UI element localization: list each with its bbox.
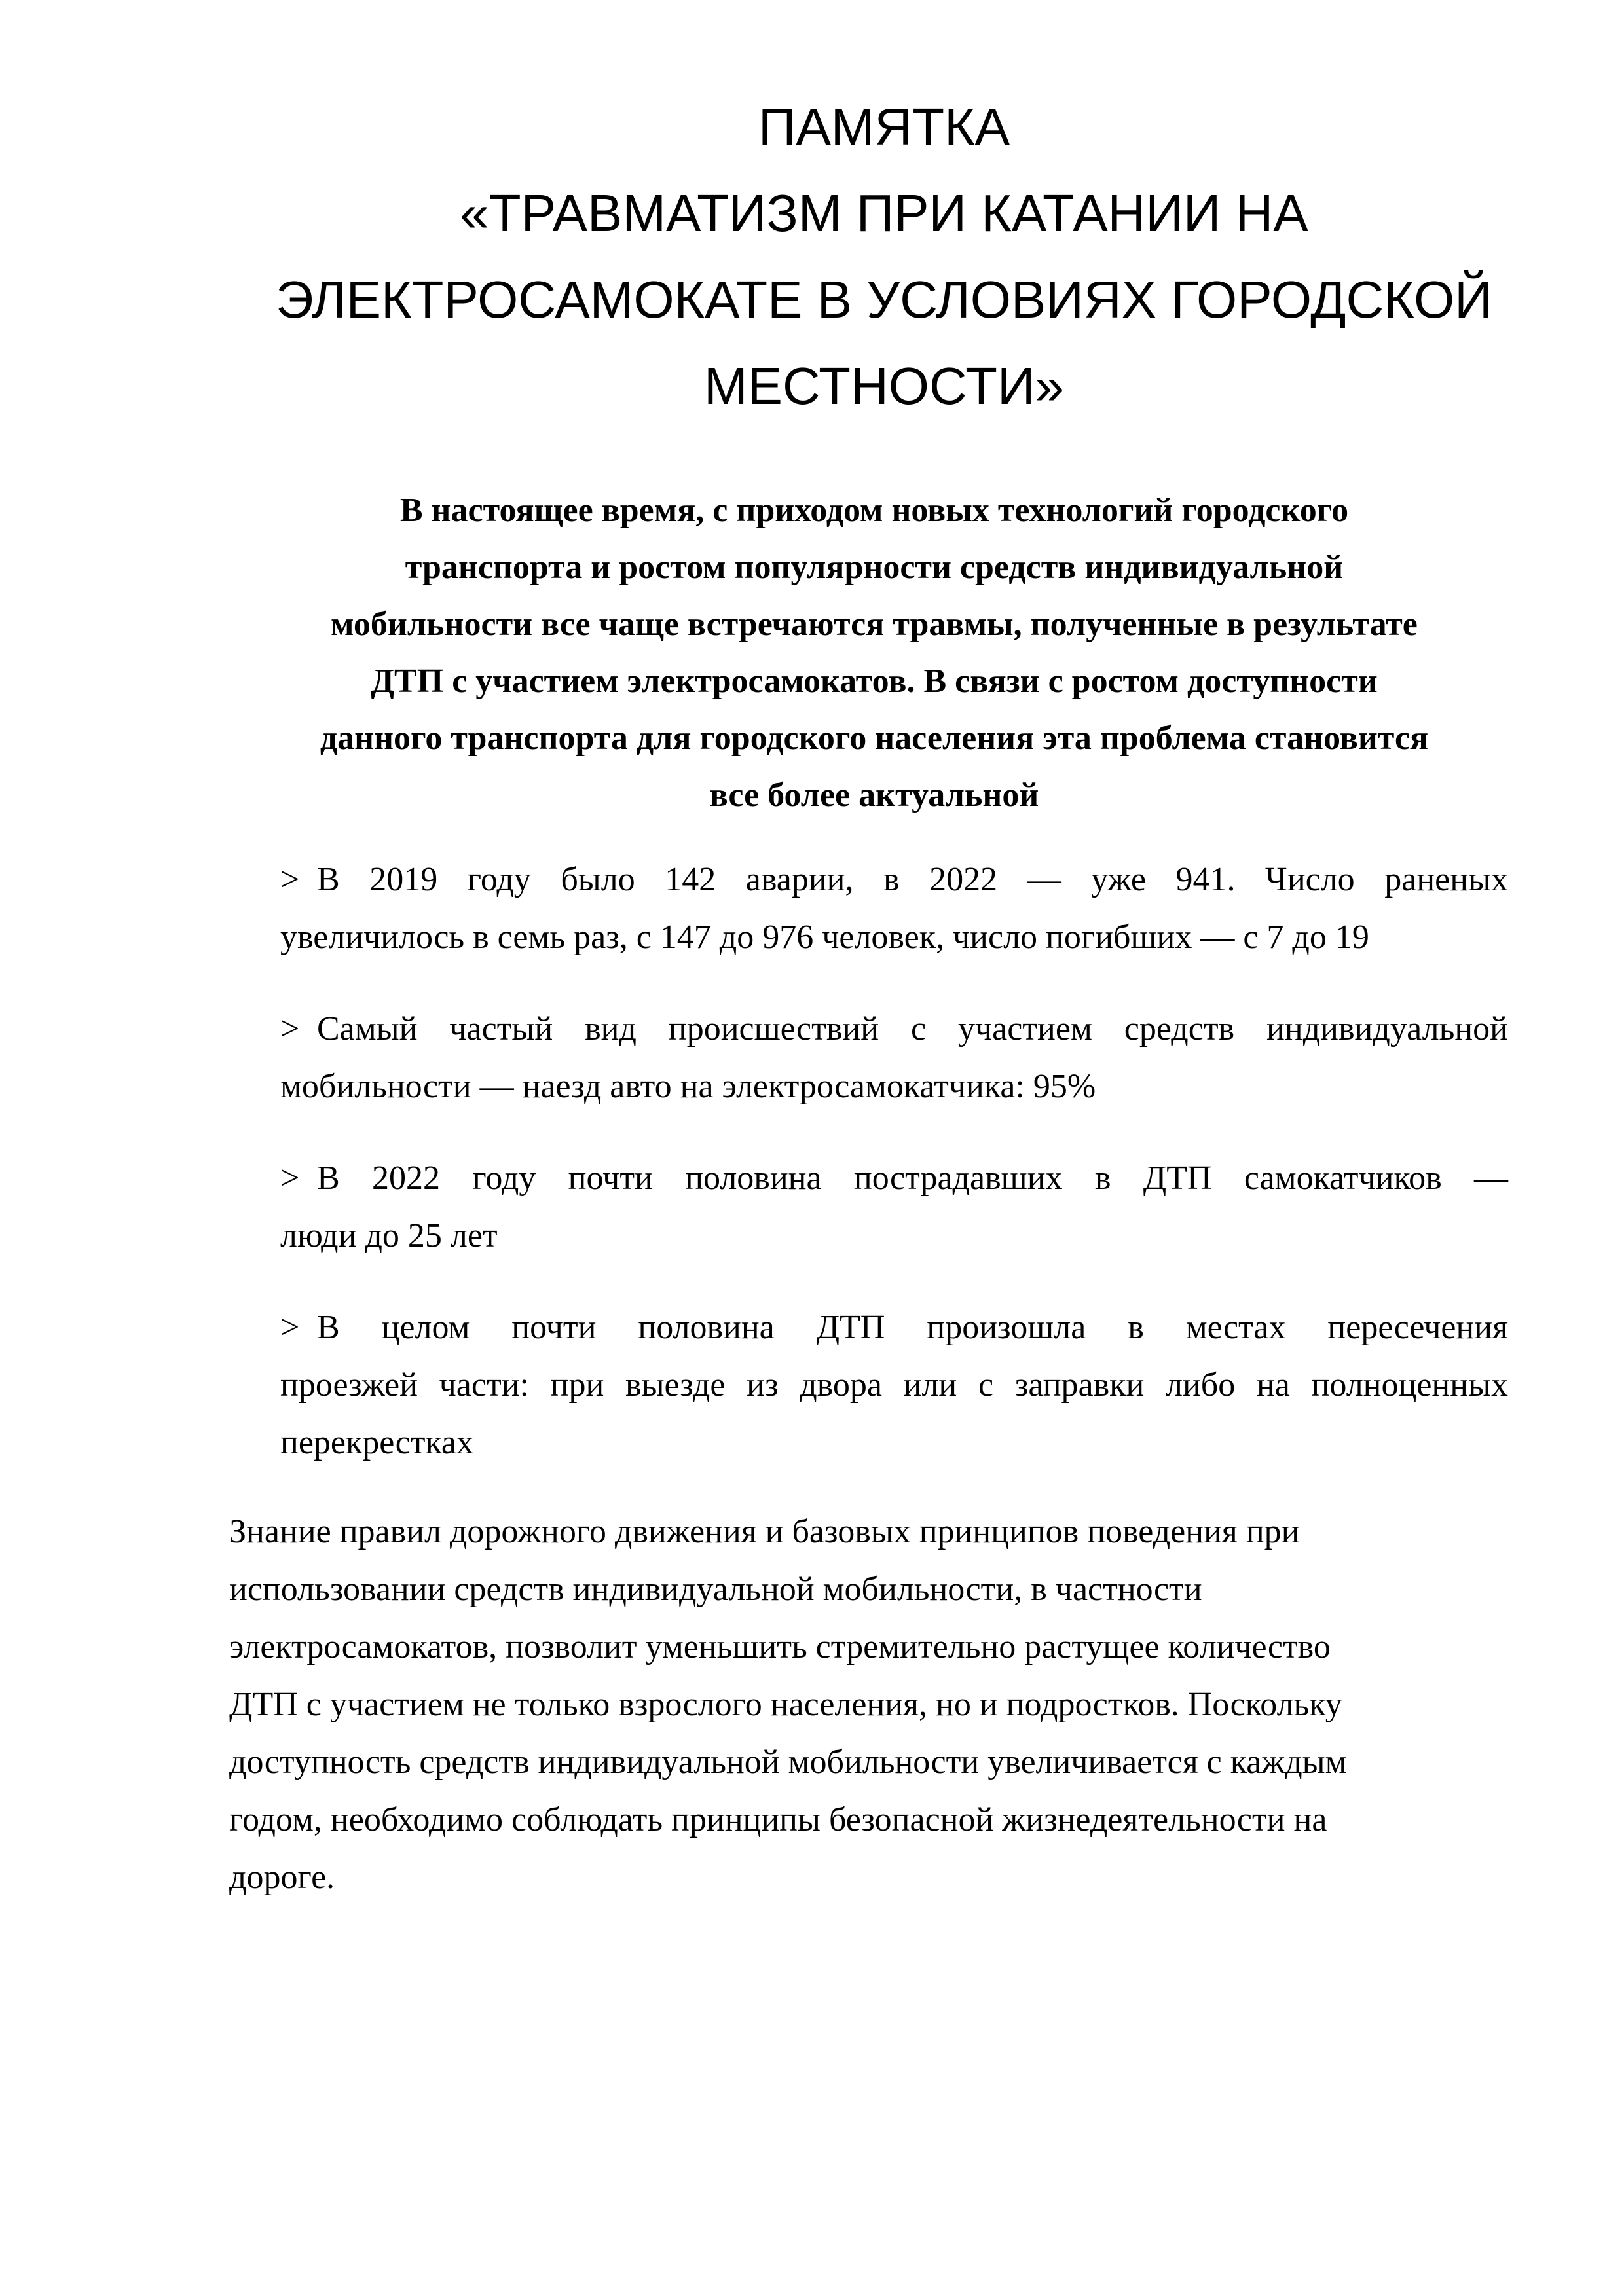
bullet-marker: > [280,861,300,898]
fact-item [280,1150,1508,1265]
intro-line: ДТП с участием электросамокатов. В связи с ростом доступности [371,663,1378,700]
document-title [196,84,1572,429]
fact-text: В 2019 году было 142 аварии, в 2022 — уже 941. Число раненых [317,861,1508,898]
intro-line: В настоящее время, с приходом новых технологий городского [399,492,1349,529]
intro-line: все более актуальной [709,776,1039,814]
closing-line: использовании средств индивидуальной мобильности, в частности [229,1571,1202,1608]
title-line: ПАМЯТКА [758,98,1010,156]
fact-line: люди до 25 лет [280,1217,498,1254]
closing-line: Знание правил дорожного движения и базовых принципов поведения при [229,1513,1300,1550]
fact-line [280,1000,1508,1058]
intro-line: транспорта и ростом популярности средств индивидуальной [405,549,1344,586]
bullet-marker: > [280,1010,300,1048]
title-line: ЭЛЕКТРОСАМОКАТЕ В УСЛОВИЯХ ГОРОДСКОЙ [276,270,1492,329]
title-line: МЕСТНОСТИ» [704,357,1064,415]
closing-line: электросамокатов, позволит уменьшить стремительно растущее количество [229,1628,1331,1666]
fact-line: проезжей части: при выезде из двора или с заправки либо на полноценных [280,1366,1508,1404]
fact-text: В 2022 году почти половина пострадавших в ДТП самокатчиков — [317,1159,1508,1197]
fact-item [280,1299,1508,1472]
fact-line [280,851,1508,909]
fact-line [280,1150,1508,1207]
title-line: «ТРАВМАТИЗМ ПРИ КАТАНИИ НА [460,184,1308,242]
fact-item [280,851,1508,966]
closing-line: годом, необходимо соблюдать принципы безопасной жизнедеятельности на [229,1801,1327,1838]
closing-line: дороге. [229,1859,335,1896]
intro-paragraph [223,482,1526,824]
fact-text: Самый частый вид происшествий с участием средств индивидуальной [317,1010,1508,1048]
closing-line: ДТП с участием не только взрослого населения, но и подростков. Поскольку [229,1686,1342,1723]
closing-line: доступность средств индивидуальной мобильности увеличивается с каждым [229,1743,1347,1781]
fact-line: перекрестках [280,1424,473,1461]
fact-line: увеличилось в семь раз, с 147 до 976 человек, число погибших — с 7 до 19 [280,919,1369,956]
fact-item [280,1000,1508,1116]
bullet-marker: > [280,1159,300,1197]
fact-line: мобильности — наезд авто на электросамокатчика: 95% [280,1068,1096,1105]
fact-line [280,1299,1508,1357]
closing-paragraph [229,1503,1526,1906]
bullet-marker: > [280,1309,300,1346]
intro-line: мобильности все чаще встречаются травмы, полученные в результате [331,606,1418,643]
fact-text: В целом почти половина ДТП произошла в местах пересечения [317,1309,1508,1346]
intro-line: данного транспорта для городского населения эта проблема становится [320,720,1429,757]
